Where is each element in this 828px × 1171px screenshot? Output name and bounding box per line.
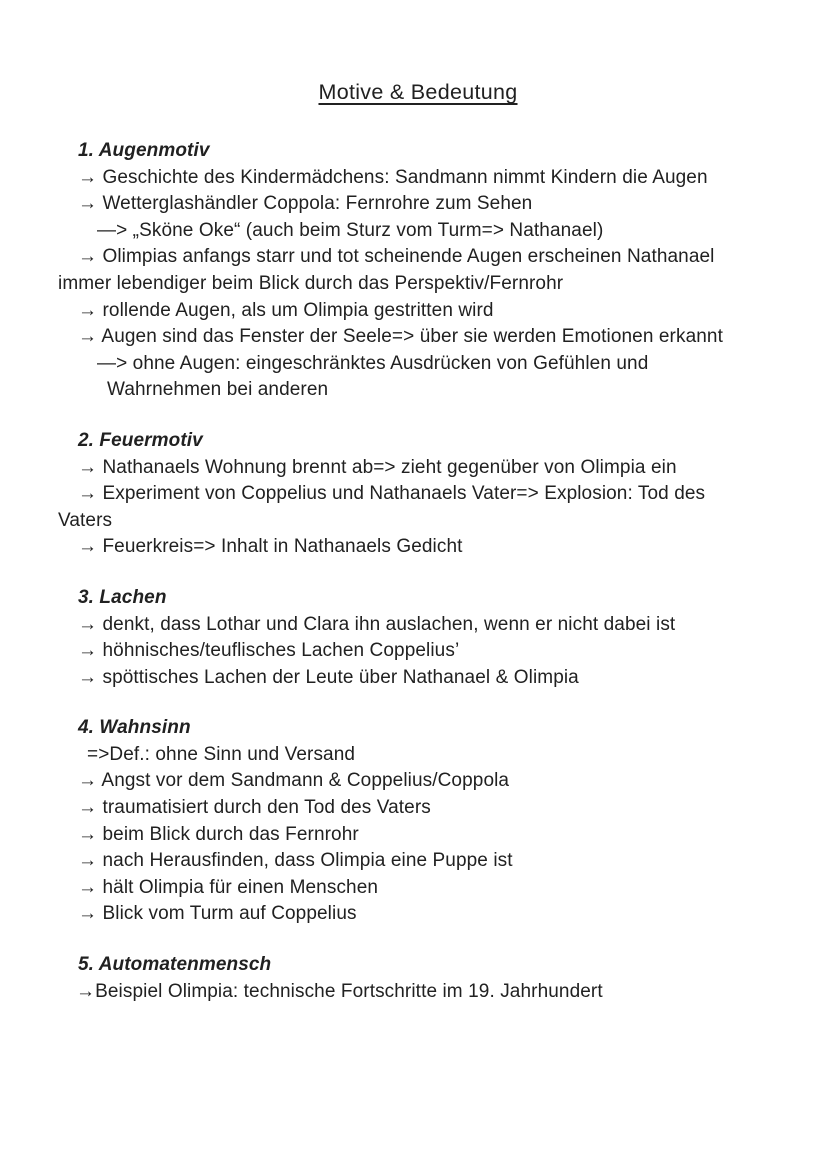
text-line: → höhnisches/teuflisches Lachen Coppelius’ [78, 640, 460, 662]
section-heading: 1. Augenmotiv [78, 140, 210, 161]
text-line: → nach Herausfinden, dass Olimpia eine Puppe ist [78, 850, 513, 872]
section [58, 952, 778, 1005]
text-line: → Experiment von Coppelius und Nathanaels Vater=> Explosion: Tod des [78, 483, 706, 505]
section [58, 715, 778, 928]
text-line: →Beispiel Olimpia: technische Fortschritte im 19. Jahrhundert [76, 980, 603, 1002]
document-body [58, 138, 778, 1005]
text-line: → beim Blick durch das Fernrohr [78, 823, 359, 845]
section [58, 138, 778, 404]
text-line: =>Def.: ohne Sinn und Versand [87, 743, 356, 765]
text-line: → Blick vom Turm auf Coppelius [78, 903, 357, 925]
text-line: → spöttisches Lachen der Leute über Nathanael & Olimpia [78, 666, 579, 688]
section-heading: 5. Automatenmensch [78, 954, 272, 976]
section-heading: 3. Lachen [78, 586, 167, 608]
text-line: → Nathanaels Wohnung brennt ab=> zieht gegenüber von Olimpia ein [78, 456, 677, 478]
text-line: → hält Olimpia für einen Menschen [78, 876, 379, 898]
text-line: Vaters [58, 509, 113, 531]
text-line: → Angst vor dem Sandmann & Coppelius/Coppola [78, 770, 510, 792]
text-line: → Olimpias anfangs starr und tot scheinende Augen erscheinen Nathanael [78, 246, 715, 268]
section [58, 585, 778, 691]
text-line: → Augen sind das Fenster der Seele=> über sie werden Emotionen erkannt [78, 326, 723, 348]
text-line: —> „Sköne Oke“ (auch beim Sturz vom Turm=> Nathanael) [97, 219, 604, 241]
text-line: Wahrnehmen bei anderen [107, 379, 329, 401]
text-line: immer lebendiger beim Blick durch das Perspektiv/Fernrohr [58, 272, 564, 294]
text-line: —> ohne Augen: eingeschränktes Ausdrücken von Gefühlen und [97, 352, 649, 374]
section-heading: 4. Wahnsinn [78, 717, 191, 739]
text-line: → rollende Augen, als um Olimpia gestritten wird [78, 299, 494, 321]
section [58, 428, 778, 561]
text-line: → Geschichte des Kindermädchens: Sandmann nimmt Kindern die Augen [78, 166, 708, 188]
section-heading: 2. Feuermotiv [78, 429, 203, 451]
text-line: → Wetterglashändler Coppola: Fernrohre zum Sehen [78, 193, 533, 215]
text-line: → traumatisiert durch den Tod des Vaters [78, 797, 431, 819]
page-title: Motive & Bedeutung [318, 80, 518, 104]
text-line: → denkt, dass Lothar und Clara ihn auslachen, wenn er nicht dabei ist [78, 613, 676, 635]
text-line: → Feuerkreis=> Inhalt in Nathanaels Gedicht [78, 536, 463, 558]
